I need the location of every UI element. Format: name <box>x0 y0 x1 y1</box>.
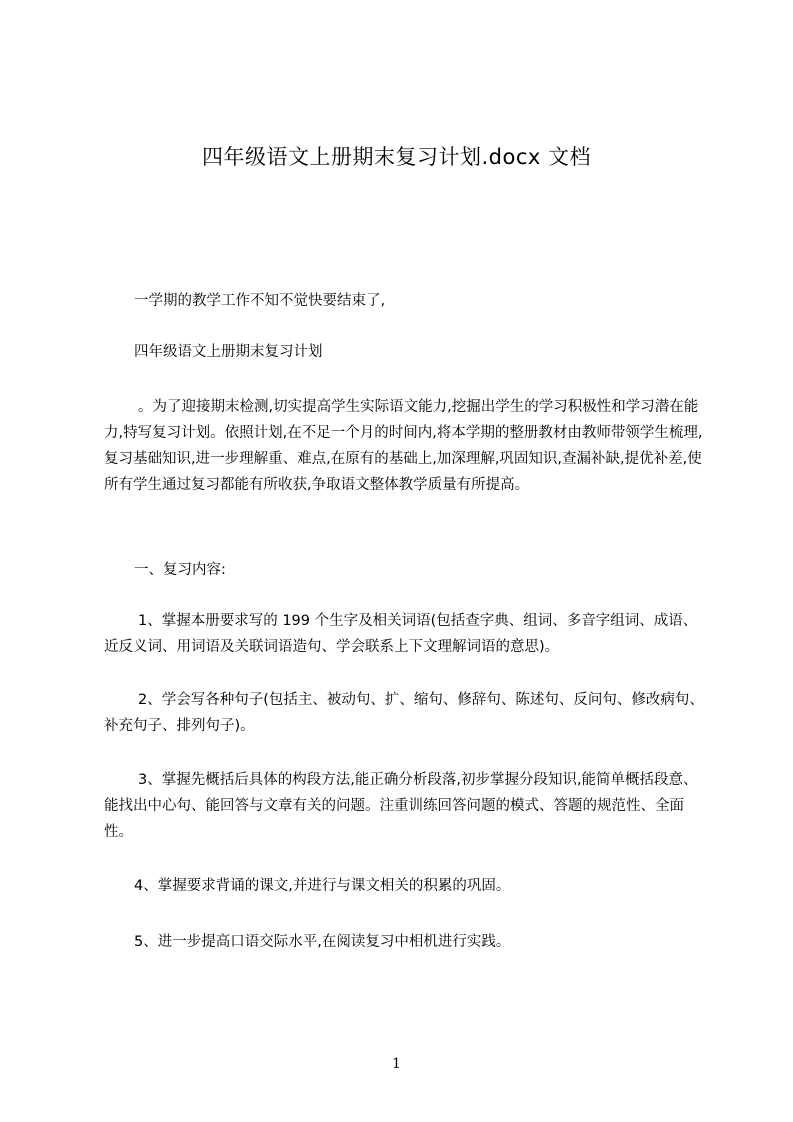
list-item: 2、学会写各种句子(包括主、被动句、扩、缩句、修辞句、陈述句、反问句、修改病句、补充句子、排列句子)。 <box>104 692 704 734</box>
page-number: 1 <box>392 1056 401 1072</box>
intro-paragraph: 一学期的教学工作不知不觉快要结束了, <box>134 293 386 309</box>
main-paragraph: 。为了迎接期末检测,切实提高学生实际语文能力,挖掘出学生的学习积极性和学习潜在能力,特写复习计划。依照计划,在不足一个月的时间内,将本学期的整册教材由教师带领学生梳理,复习基础知识,进一步理解重、难点,在原有的基础上,加深理解,巩固知识,查漏补缺,提优补差,使所有学生通过复习都能有所收获,争取语文整体教学质量有所提高。 <box>104 399 703 493</box>
list-item: 3、掌握先概括后具体的构段方法,能正确分析段落,初步掌握分段知识,能简单概括段意、能找出中心句、能回答与文章有关的问题。注重训练回答问题的模式、答题的规范性、全面性。 <box>104 772 698 840</box>
document-title: 四年级语文上册期末复习计划.docx 文档 <box>201 145 591 169</box>
section-heading: 一、复习内容: <box>134 562 226 578</box>
list-item: 4、掌握要求背诵的课文,并进行与课文相关的积累的巩固。 <box>134 878 511 894</box>
list-item: 5、进一步提高口语交际水平,在阅读复习中相机进行实践。 <box>134 934 511 950</box>
list-item: 1、掌握本册要求写的 199 个生字及相关词语(包括查字典、组词、多音字组词、成语、近反义词、用词语及关联词语造句、学会联系上下文理解词语的意思)。 <box>104 613 698 655</box>
subtitle-paragraph: 四年级语文上册期末复习计划 <box>134 344 323 360</box>
